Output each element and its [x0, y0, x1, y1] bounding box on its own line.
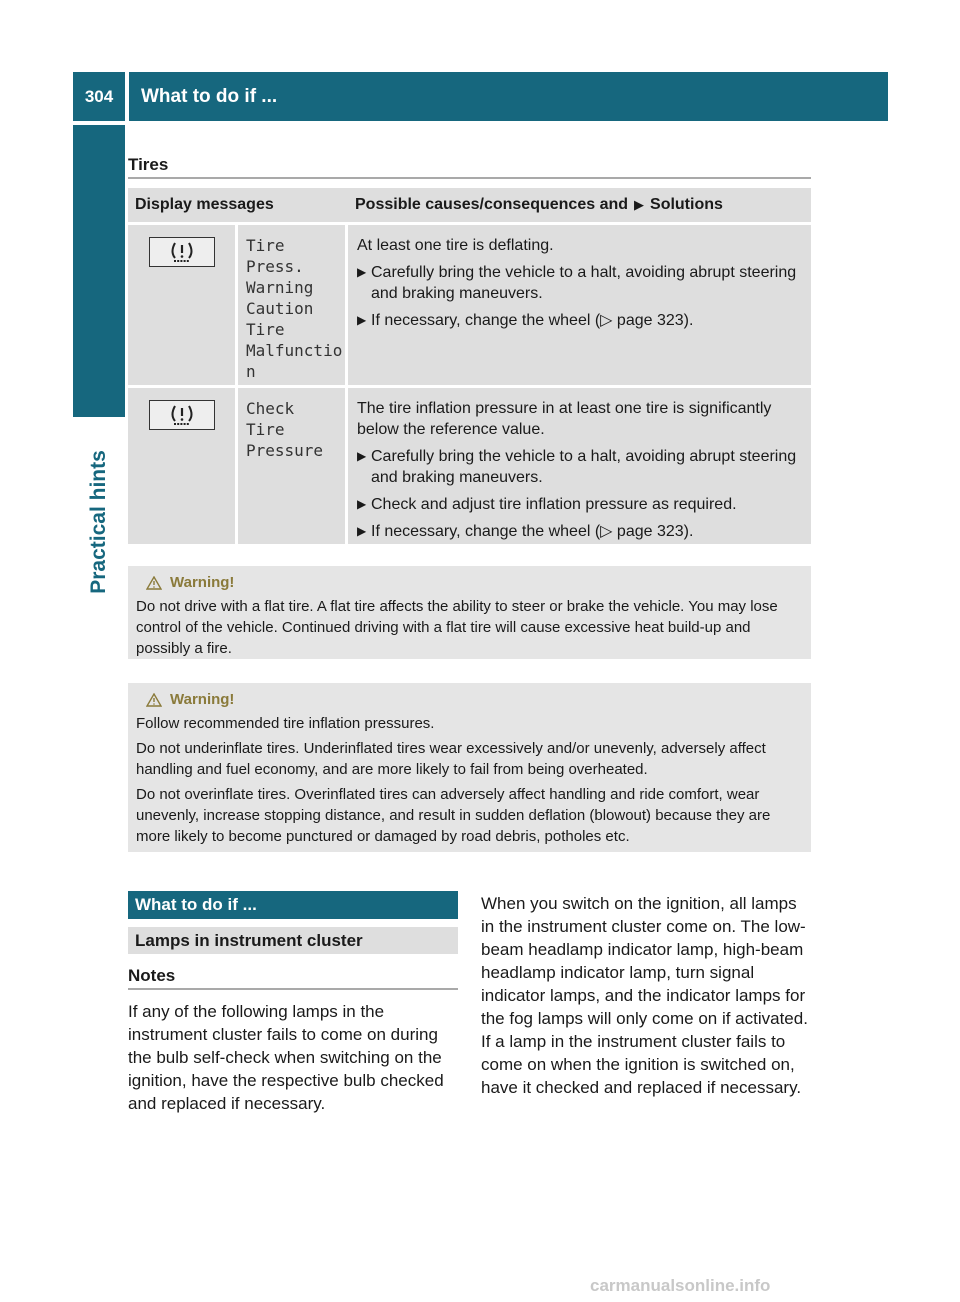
warning-triangle-icon	[146, 693, 162, 707]
arrow-right-icon: ▶	[634, 197, 645, 212]
sidebar-section-text: Practical hints	[87, 450, 110, 594]
col-header-solutions-text: Solutions	[650, 196, 723, 213]
sidebar-section-label	[73, 422, 125, 622]
solution-cell	[348, 388, 811, 544]
arrow-right-icon: ▶	[357, 524, 367, 538]
warning-label: Warning!	[170, 691, 235, 708]
solution-cell	[348, 225, 811, 385]
table-header	[128, 188, 811, 222]
solution-step	[357, 310, 803, 331]
warning-label: Warning!	[170, 574, 235, 591]
solution-step-text: Check and adjust tire inflation pressure as required.	[371, 496, 737, 513]
display-message-text: Check Tire Pressure	[238, 388, 345, 544]
warning-text: Follow recommended tire inflation pressures.	[136, 715, 435, 732]
arrow-right-icon: ▶	[357, 313, 367, 327]
tire-pressure-warning-icon	[149, 237, 215, 267]
subsection-title-bar: Lamps in instrument cluster	[128, 927, 458, 954]
col-header-display-messages: Display messages	[135, 196, 274, 213]
warning-title	[136, 572, 803, 593]
solution-step	[357, 446, 803, 488]
solution-step	[357, 521, 803, 542]
watermark: carmanualsonline.info	[590, 1276, 771, 1295]
solution-step-text: Carefully bring the vehicle to a halt, avoiding abrupt steering and braking maneuvers.	[371, 448, 797, 486]
col-header-solutions	[348, 196, 811, 214]
arrow-right-icon: ▶	[357, 497, 367, 511]
solution-step-text: Carefully bring the vehicle to a halt, avoiding abrupt steering and braking maneuvers.	[371, 264, 797, 302]
arrow-right-icon: ▶	[357, 449, 367, 463]
arrow-right-icon: ▶	[357, 265, 367, 279]
table-row	[128, 388, 811, 544]
sidebar-tab	[73, 125, 125, 417]
page-header-title: What to do if ...	[129, 72, 888, 121]
icon-cell	[128, 388, 235, 544]
tires-title: Tires	[128, 155, 169, 174]
warning-text: Do not overinflate tires. Overinflated tires can adversely affect handling and ride comfort, wear unevenly, increase stopping distance, and result in sudden deflation (blowout) because they are more likely to become punctured or damaged by road debris, potholes etc.	[136, 786, 771, 845]
notes-right-text: When you switch on the ignition, all lamps in the instrument cluster come on. The low-beam headlamp indicator lamp, high-beam headlamp indicator lamp, turn signal indicator lamps, and the indicator lamps for the fog lamps will only come on if activated. If a lamp in the instrument cluster fails to come on when the ignition is switched on, have it checked and replaced if necessary.	[481, 894, 808, 1097]
table-row	[128, 225, 811, 385]
notes-left-text: If any of the following lamps in the instrument cluster fails to come on during the bulb self-check when switching on the ignition, have the respective bulb checked and replaced if necessary.	[128, 1002, 444, 1113]
notes-heading: Notes	[128, 966, 176, 985]
warning-text: Do not drive with a flat tire. A flat tire affects the ability to steer or brake the vehicle. You may lose control of the vehicle. Continued driving with a flat tire will cause excessive heat build-up and possibly a fire.	[136, 598, 778, 657]
cause-text: The tire inflation pressure in at least one tire is significantly below the reference value.	[357, 400, 772, 438]
warning-box	[128, 566, 811, 659]
display-message-text: Tire Press. Warning Caution Tire Malfunctio n	[238, 225, 345, 385]
warning-triangle-icon	[146, 576, 162, 590]
solution-step-text: If necessary, change the wheel (▷ page 323).	[371, 523, 694, 540]
cause-text: At least one tire is deflating.	[357, 237, 554, 254]
warning-title	[136, 689, 803, 710]
solution-step-text: If necessary, change the wheel (▷ page 323).	[371, 312, 694, 329]
notes-divider	[128, 988, 458, 990]
warning-box	[128, 683, 811, 852]
solution-step	[357, 494, 803, 515]
col-header-causes-text: Possible causes/consequences and	[355, 196, 629, 213]
tire-pressure-warning-icon	[149, 400, 215, 430]
tires-divider	[128, 177, 811, 179]
display-messages-table	[128, 188, 811, 544]
icon-cell	[128, 225, 235, 385]
solution-step	[357, 262, 803, 304]
page-number: 304	[73, 72, 125, 121]
section-title-bar: What to do if ...	[128, 891, 458, 919]
warning-text: Do not underinflate tires. Underinflated tires wear excessively and/or unevenly, adversely affect handling and fuel economy, and are more likely to fail from being overheated.	[136, 740, 766, 778]
